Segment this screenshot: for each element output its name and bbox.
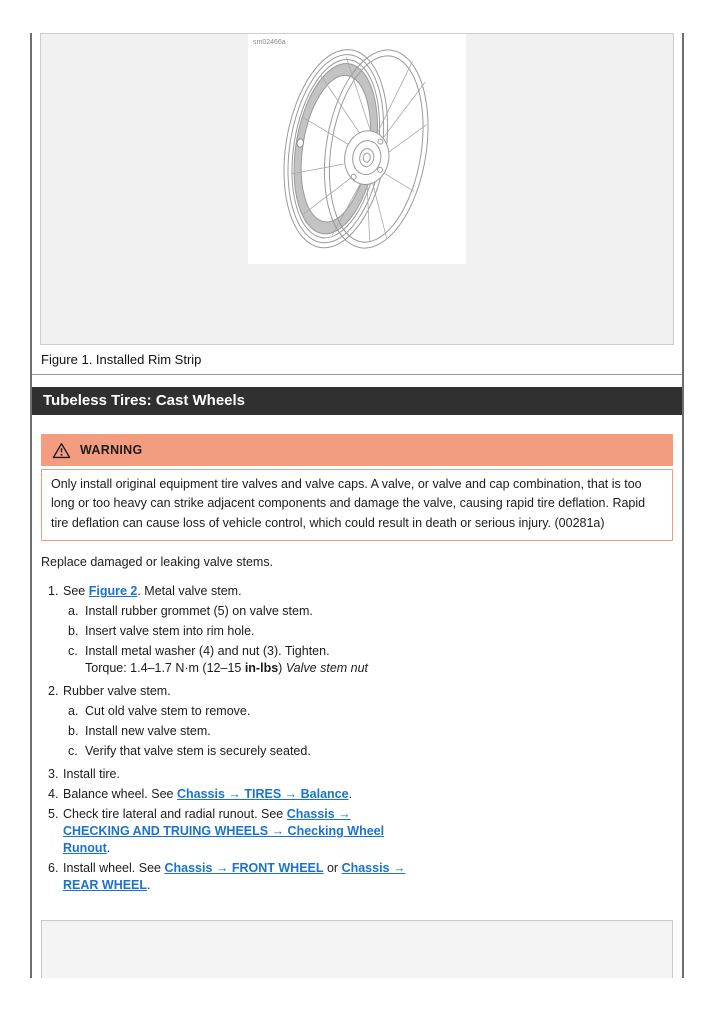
image-code-label: sm02466a (253, 39, 286, 46)
step-item-text: Check tire lateral and radial runout. See Chassis → CHECKING AND TRUING WHEELS → Checking Wheel Runout. (63, 807, 385, 856)
substep-item (68, 743, 409, 760)
step-item-marker: 6. (48, 861, 59, 876)
warning-title: WARNING (80, 443, 143, 457)
substep-item-text: Cut old valve stem to remove. (85, 704, 251, 719)
substep-item-text: Verify that valve stem is securely seated. (85, 744, 311, 759)
step-item (48, 806, 409, 857)
substep-item (68, 603, 409, 620)
substeps-list (63, 703, 409, 760)
substeps-list (63, 603, 409, 677)
cross-reference-link[interactable]: Figure 2 (88, 584, 138, 599)
figure1-section (32, 33, 682, 375)
substep-item-text: Install metal washer (4) and nut (3). Tighten. Torque: 1.4–1.7 N·m (12–15 in-lbs) Valve stem nut (85, 644, 369, 676)
substep-item (68, 643, 409, 677)
step-item-marker: 3. (48, 767, 59, 782)
intro-paragraph: Replace damaged or leaking valve stems. (41, 555, 274, 570)
manual-page-frame (30, 33, 684, 978)
substep-item-marker: b. (68, 724, 79, 739)
substep-item-text: Install rubber grommet (5) on valve stem. (85, 604, 313, 619)
section-title: Tubeless Tires: Cast Wheels (43, 392, 246, 409)
step-item (48, 583, 409, 680)
step-item-text: Rubber valve stem. a. Cut old valve stem to remove. b. Install new valve stem. c. Verify that valve stem is securely seated. (63, 683, 409, 763)
substep-item-marker: c. (68, 744, 78, 759)
bold-text: in-lbs (244, 661, 279, 676)
figure1-caption: Figure 1. Installed Rim Strip (41, 352, 202, 367)
substep-item (68, 623, 409, 640)
step-item-text: Balance wheel. See Chassis → TIRES → Balance. (63, 787, 353, 802)
wheel-line-art (248, 34, 466, 264)
step-item-marker: 4. (48, 787, 59, 802)
step-item-marker: 1. (48, 584, 59, 599)
step-item-text: See Figure 2. Metal valve stem. a. Install rubber grommet (5) on valve stem. b. Insert valve stem into rim hole. c. Install metal washer (4) and nut (3). Tighten. Torque: 1.4–1.7 N·m (12–15 in-lbs) Valve stem nut (63, 583, 409, 680)
cross-reference-link[interactable]: Chassis → REAR WHEEL (63, 861, 406, 893)
step-item-text: Install wheel. See Chassis → FRONT WHEEL or Chassis → REAR WHEEL. (63, 861, 406, 893)
step-item (48, 786, 409, 803)
warning-header (41, 434, 673, 466)
step-item (48, 683, 409, 763)
section-content (32, 434, 682, 978)
steps-list (41, 583, 409, 894)
figure1-artwork (248, 34, 466, 264)
substep-item (68, 703, 409, 720)
cross-reference-link[interactable]: Chassis → CHECKING AND TRUING WHEELS → Checking Wheel Runout (63, 807, 385, 856)
substep-item-marker: b. (68, 624, 79, 639)
section-header-bar (32, 387, 682, 415)
cross-reference-link[interactable]: Chassis → FRONT WHEEL (164, 861, 324, 876)
step-item-marker: 5. (48, 807, 59, 822)
step-item (48, 766, 409, 783)
substep-item-marker: a. (68, 604, 79, 619)
substep-item-marker: c. (68, 644, 78, 659)
warning-box (41, 434, 673, 541)
substep-item-text: Install new valve stem. (85, 724, 211, 739)
step-item (48, 860, 409, 894)
warning-text: Only install original equipment tire valves and valve caps. A valve, or valve and cap combination, that is too long or too heavy can strike adjacent components and damage the valve, causing rapid tire deflation. Rapid tire deflation can cause loss of vehicle control, which could result in death or serious injury. (00281a) (41, 469, 673, 541)
warning-triangle-icon (52, 442, 71, 459)
substep-item-text: Insert valve stem into rim hole. (85, 624, 255, 639)
figure1-image-area (40, 33, 674, 345)
step-item-marker: 2. (48, 684, 59, 699)
substep-item-marker: a. (68, 704, 79, 719)
cross-reference-link[interactable]: Chassis → TIRES → Balance (176, 787, 349, 802)
step-item-text: Install tire. (63, 767, 120, 782)
figure-placeholder-bottom (41, 920, 673, 978)
italic-text: Valve stem nut (285, 661, 369, 676)
substep-item (68, 723, 409, 740)
